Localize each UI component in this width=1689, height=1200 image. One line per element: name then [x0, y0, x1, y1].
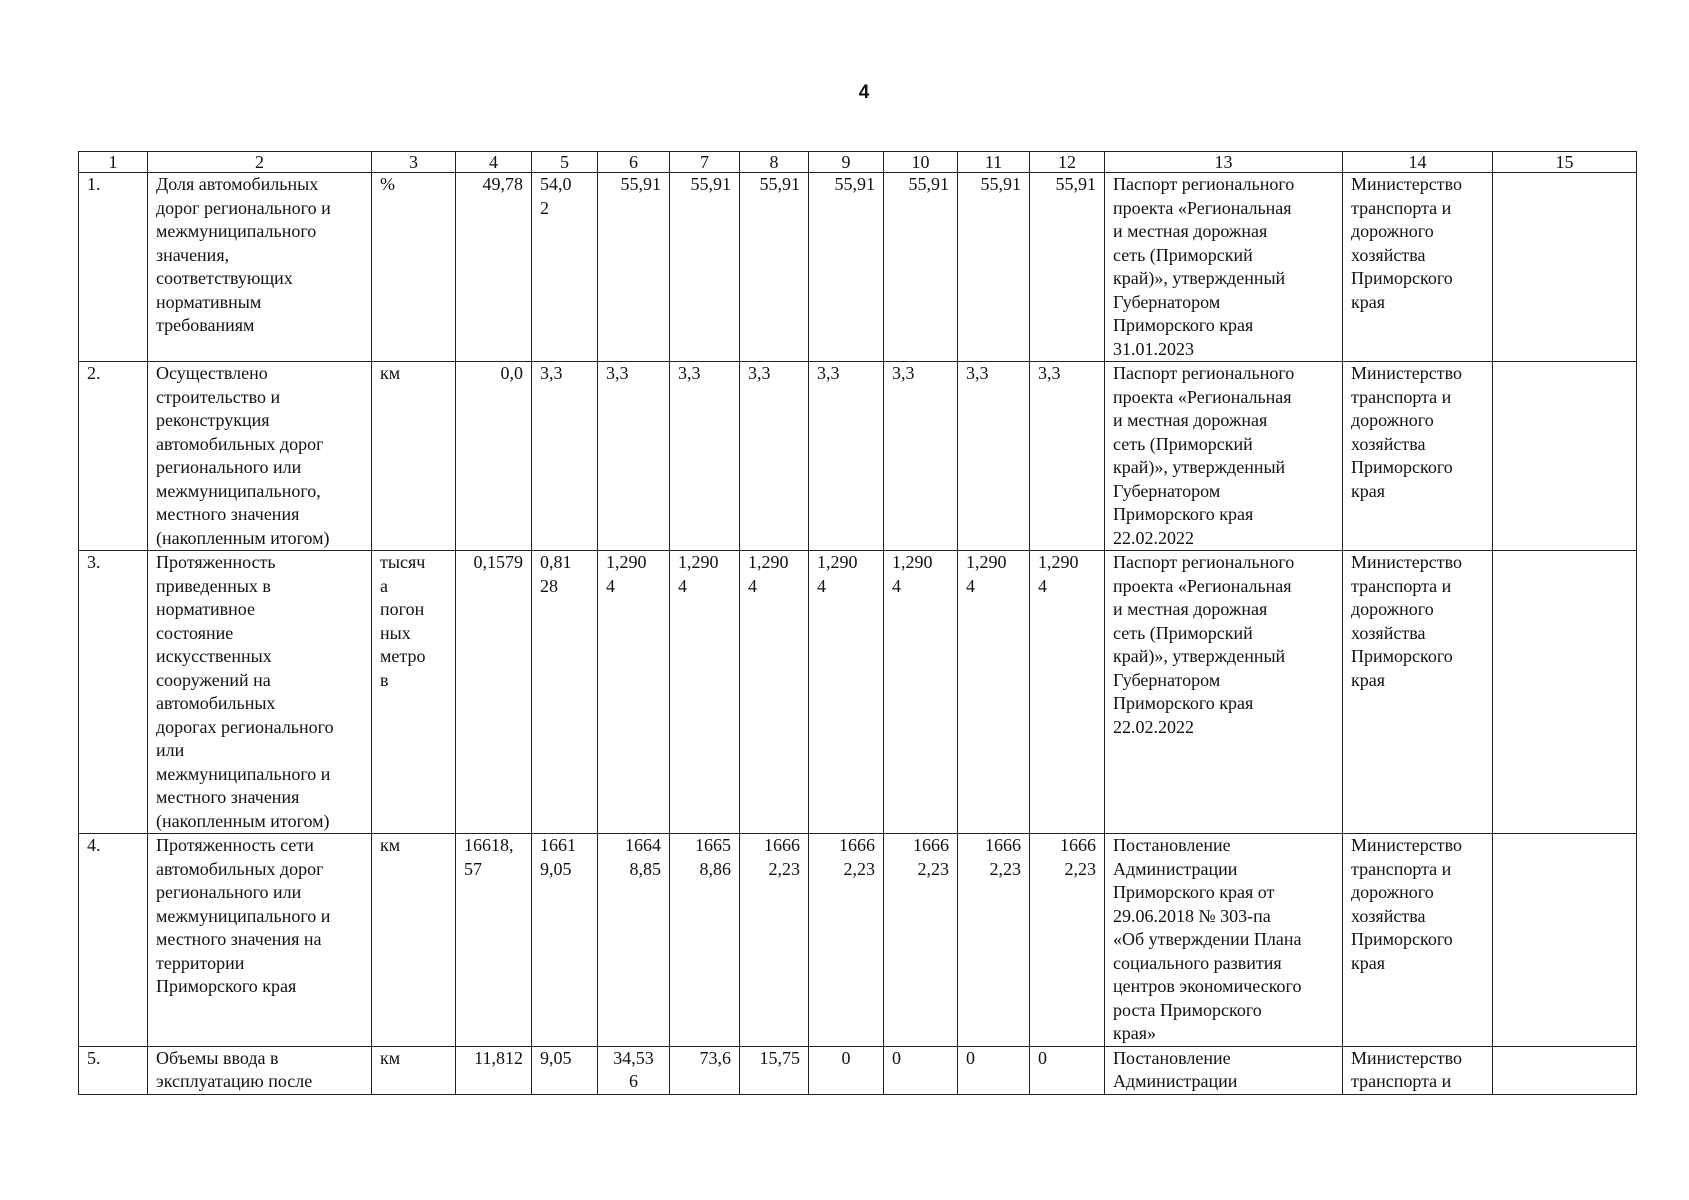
value-cell: 11,812	[456, 1046, 532, 1094]
header-cell: 2	[148, 152, 372, 173]
indicator-name: Доля автомобильных дорог регионального и межмуниципального значения, соответствующих нормативным требованиям	[148, 173, 372, 362]
value-cell: 1,290 4	[670, 551, 740, 834]
header-cell: 1	[79, 152, 148, 173]
header-cell: 8	[740, 152, 809, 173]
unit-cell: км	[372, 834, 456, 1047]
responsible-body: Министерство транспорта и	[1343, 1046, 1493, 1094]
value-cell: 49,78	[456, 173, 532, 362]
source-document: Постановление Администрации	[1105, 1046, 1343, 1094]
note-cell	[1493, 362, 1637, 551]
header-cell: 4	[456, 152, 532, 173]
value-cell: 15,75	[740, 1046, 809, 1094]
table-row	[79, 551, 1637, 834]
page-number: 4	[858, 82, 870, 103]
table-row	[79, 362, 1637, 551]
value-cell: 3,3	[1030, 362, 1105, 551]
value-cell: 55,91	[884, 173, 958, 362]
row-number: 2.	[79, 362, 148, 551]
unit-cell: тысяч а погон ных метро в	[372, 551, 456, 834]
value-cell: 0,0	[456, 362, 532, 551]
value-cell: 73,6	[670, 1046, 740, 1094]
row-number: 3.	[79, 551, 148, 834]
source-document: Паспорт регионального проекта «Региональная и местная дорожная сеть (Приморский край)», утвержденный Губернатором Приморского края 31.01.2023	[1105, 173, 1343, 362]
unit-cell: км	[372, 362, 456, 551]
value-cell: 34,53 6	[598, 1046, 670, 1094]
value-cell: 1666 2,23	[958, 834, 1030, 1047]
value-cell: 0,1579	[456, 551, 532, 834]
table-row	[79, 1046, 1637, 1094]
value-cell: 3,3	[958, 362, 1030, 551]
header-row	[79, 152, 1637, 173]
value-cell: 0	[958, 1046, 1030, 1094]
indicator-name: Протяженность приведенных в нормативное состояние искусственных сооружений на автомобильных дорогах регионального или межмуниципального и местного значения (накопленным итогом)	[148, 551, 372, 834]
indicators-table	[78, 151, 1637, 1095]
indicator-name: Объемы ввода в эксплуатацию после	[148, 1046, 372, 1094]
value-cell: 55,91	[598, 173, 670, 362]
responsible-body: Министерство транспорта и дорожного хозяйства Приморского края	[1343, 551, 1493, 834]
value-cell: 55,91	[809, 173, 884, 362]
value-cell: 16618, 57	[456, 834, 532, 1047]
header-cell: 9	[809, 152, 884, 173]
header-cell: 13	[1105, 152, 1343, 173]
row-number: 4.	[79, 834, 148, 1047]
value-cell: 1,290 4	[958, 551, 1030, 834]
value-cell: 0	[1030, 1046, 1105, 1094]
value-cell: 3,3	[670, 362, 740, 551]
row-number: 1.	[79, 173, 148, 362]
indicator-name: Протяженность сети автомобильных дорог регионального или межмуниципального и местного значения на территории Приморского края	[148, 834, 372, 1047]
value-cell: 1665 8,86	[670, 834, 740, 1047]
source-document: Постановление Администрации Приморского края от 29.06.2018 № 303-па «Об утверждении Плана социального развития центров экономического роста Приморского края»	[1105, 834, 1343, 1047]
value-cell: 1,290 4	[598, 551, 670, 834]
value-cell: 1,290 4	[809, 551, 884, 834]
value-cell: 1666 2,23	[740, 834, 809, 1047]
responsible-body: Министерство транспорта и дорожного хозяйства Приморского края	[1343, 834, 1493, 1047]
row-number: 5.	[79, 1046, 148, 1094]
table-row	[79, 834, 1637, 1047]
header-cell: 7	[670, 152, 740, 173]
note-cell	[1493, 834, 1637, 1047]
value-cell: 1,290 4	[1030, 551, 1105, 834]
value-cell: 54,0 2	[532, 173, 598, 362]
value-cell: 3,3	[740, 362, 809, 551]
value-cell: 55,91	[670, 173, 740, 362]
note-cell	[1493, 173, 1637, 362]
value-cell: 3,3	[532, 362, 598, 551]
unit-cell: %	[372, 173, 456, 362]
value-cell: 1,290 4	[884, 551, 958, 834]
value-cell: 55,91	[958, 173, 1030, 362]
value-cell: 55,91	[740, 173, 809, 362]
value-cell: 1664 8,85	[598, 834, 670, 1047]
unit-cell: км	[372, 1046, 456, 1094]
header-cell: 15	[1493, 152, 1637, 173]
value-cell: 0	[809, 1046, 884, 1094]
value-cell: 3,3	[598, 362, 670, 551]
header-cell: 5	[532, 152, 598, 173]
table-row	[79, 173, 1637, 362]
value-cell: 3,3	[884, 362, 958, 551]
responsible-body: Министерство транспорта и дорожного хозяйства Приморского края	[1343, 173, 1493, 362]
source-document: Паспорт регионального проекта «Региональная и местная дорожная сеть (Приморский край)», утвержденный Губернатором Приморского края 22.02.2022	[1105, 362, 1343, 551]
header-cell: 10	[884, 152, 958, 173]
value-cell: 0,81 28	[532, 551, 598, 834]
header-cell: 14	[1343, 152, 1493, 173]
value-cell: 1,290 4	[740, 551, 809, 834]
value-cell: 1666 2,23	[1030, 834, 1105, 1047]
header-cell: 3	[372, 152, 456, 173]
value-cell: 3,3	[809, 362, 884, 551]
value-cell: 55,91	[1030, 173, 1105, 362]
source-document: Паспорт регионального проекта «Региональная и местная дорожная сеть (Приморский край)», утвержденный Губернатором Приморского края 22.02.2022	[1105, 551, 1343, 834]
value-cell: 9,05	[532, 1046, 598, 1094]
note-cell	[1493, 551, 1637, 834]
indicator-name: Осуществлено строительство и реконструкция автомобильных дорог регионального или межмуниципального, местного значения (накопленным итогом)	[148, 362, 372, 551]
value-cell: 0	[884, 1046, 958, 1094]
value-cell: 1661 9,05	[532, 834, 598, 1047]
header-cell: 11	[958, 152, 1030, 173]
value-cell: 1666 2,23	[884, 834, 958, 1047]
header-cell: 6	[598, 152, 670, 173]
value-cell: 1666 2,23	[809, 834, 884, 1047]
header-cell: 12	[1030, 152, 1105, 173]
responsible-body: Министерство транспорта и дорожного хозяйства Приморского края	[1343, 362, 1493, 551]
note-cell	[1493, 1046, 1637, 1094]
